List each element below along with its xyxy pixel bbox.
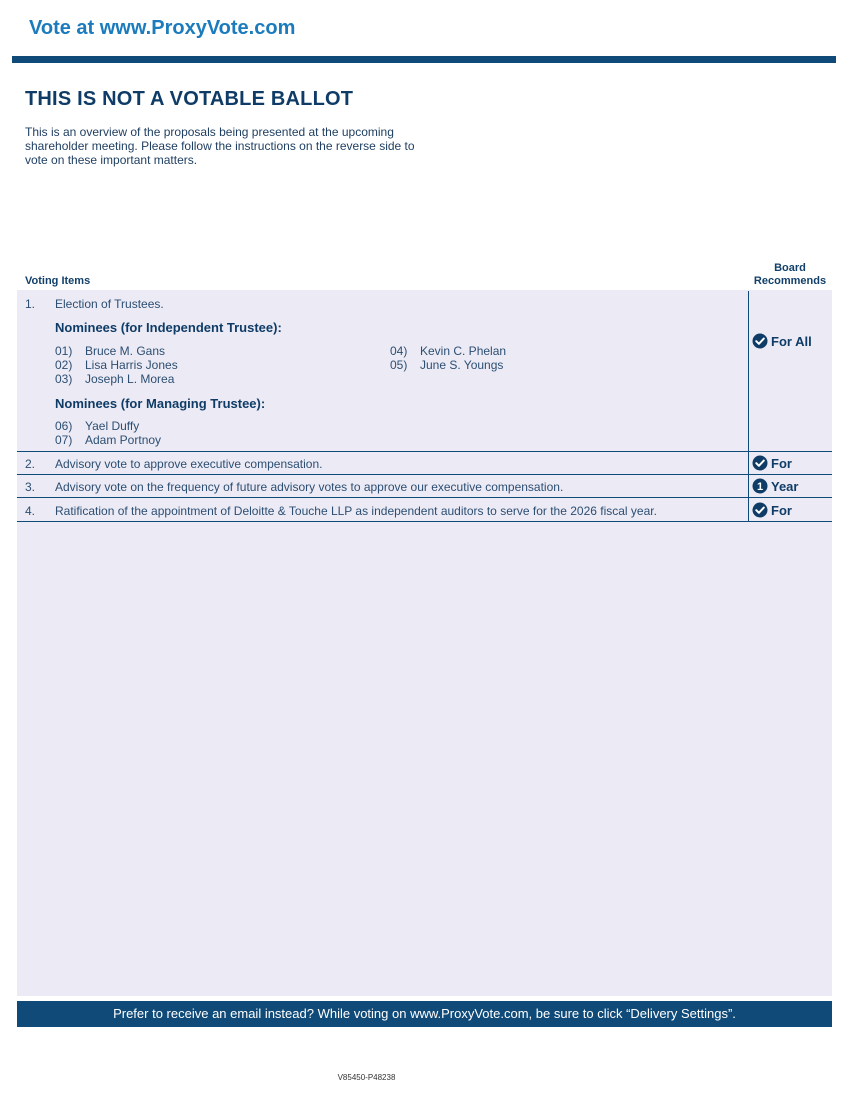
- item-3-text: Advisory vote on the frequency of future advisory votes to approve our executive compensation.: [55, 480, 564, 494]
- nominee-number: 01): [55, 344, 73, 358]
- board-header-line1: Board: [774, 262, 806, 274]
- item-3-number: 3.: [25, 480, 36, 494]
- item-4-number: 4.: [25, 504, 36, 518]
- nominee-05: [390, 358, 503, 372]
- nominee-number: 02): [55, 358, 73, 372]
- intro-text: This is an overview of the proposals being presented at the upcoming shareholder meeting. Please follow the instructions on the reverse side to vote on these important matters.: [25, 125, 415, 167]
- nominee-02: [55, 358, 178, 372]
- row-divider: [17, 474, 832, 475]
- item-4-text: Ratification of the appointment of Deloitte & Touche LLP as independent auditors to serve for the 2026 fiscal year.: [55, 504, 657, 518]
- row-divider: [17, 521, 832, 522]
- check-circle-icon: [752, 455, 768, 471]
- page-title: THIS IS NOT A VOTABLE BALLOT: [25, 88, 354, 110]
- nominee-name: June S. Youngs: [420, 358, 504, 372]
- item-1-recommendation: [752, 333, 812, 349]
- document-code: V85450-P48238: [337, 1073, 396, 1082]
- nominee-name: Bruce M. Gans: [85, 344, 166, 358]
- item-3-recommendation: [752, 478, 798, 494]
- nominee-06: [55, 419, 139, 433]
- vote-url-link[interactable]: Vote at www.ProxyVote.com: [29, 17, 296, 39]
- recommendation-label: For: [771, 502, 792, 518]
- item-1-number: 1.: [25, 297, 36, 311]
- nominee-number: 03): [55, 372, 73, 386]
- nominee-number: 06): [55, 419, 73, 433]
- recommendation-label: For All: [771, 333, 812, 349]
- row-divider: [17, 451, 832, 452]
- nominee-name: Lisa Harris Jones: [85, 358, 178, 372]
- nominee-01: [55, 344, 165, 358]
- number-one-circle-icon: [752, 478, 768, 494]
- icon-number: 1: [756, 481, 764, 493]
- board-recommends-header: [748, 262, 832, 288]
- item-2-number: 2.: [25, 457, 36, 471]
- nominee-name: Yael Duffy: [85, 419, 140, 433]
- independent-nominees-heading: Nominees (for Independent Trustee):: [55, 320, 282, 335]
- row-divider: [17, 497, 832, 498]
- column-divider: [748, 291, 749, 521]
- recommendation-label: Year: [771, 478, 799, 494]
- nominee-04: [390, 344, 506, 358]
- top-rule: [12, 56, 836, 63]
- email-delivery-banner: Prefer to receive an email instead? While voting on www.ProxyVote.com, be sure to click “Delivery Settings”.: [17, 1001, 832, 1027]
- board-header-line2: Recommends: [753, 275, 827, 287]
- nominee-number: 05): [390, 358, 408, 372]
- nominee-03: [55, 372, 174, 386]
- nominee-name: Kevin C. Phelan: [420, 344, 507, 358]
- nominee-name: Adam Portnoy: [85, 433, 162, 447]
- item-4-recommendation: [752, 502, 792, 518]
- nominee-number: 04): [390, 344, 408, 358]
- item-2-text: Advisory vote to approve executive compensation.: [55, 457, 323, 471]
- voting-items-header: Voting Items: [25, 275, 91, 287]
- managing-nominees-heading: Nominees (for Managing Trustee):: [55, 396, 266, 411]
- recommendation-label: For: [771, 455, 792, 471]
- check-circle-icon: [752, 333, 768, 349]
- item-1-text: Election of Trustees.: [55, 297, 164, 311]
- check-circle-icon: [752, 502, 768, 518]
- nominee-name: Joseph L. Morea: [85, 372, 175, 386]
- nominee-07: [55, 433, 161, 447]
- item-2-recommendation: [752, 455, 792, 471]
- nominee-number: 07): [55, 433, 73, 447]
